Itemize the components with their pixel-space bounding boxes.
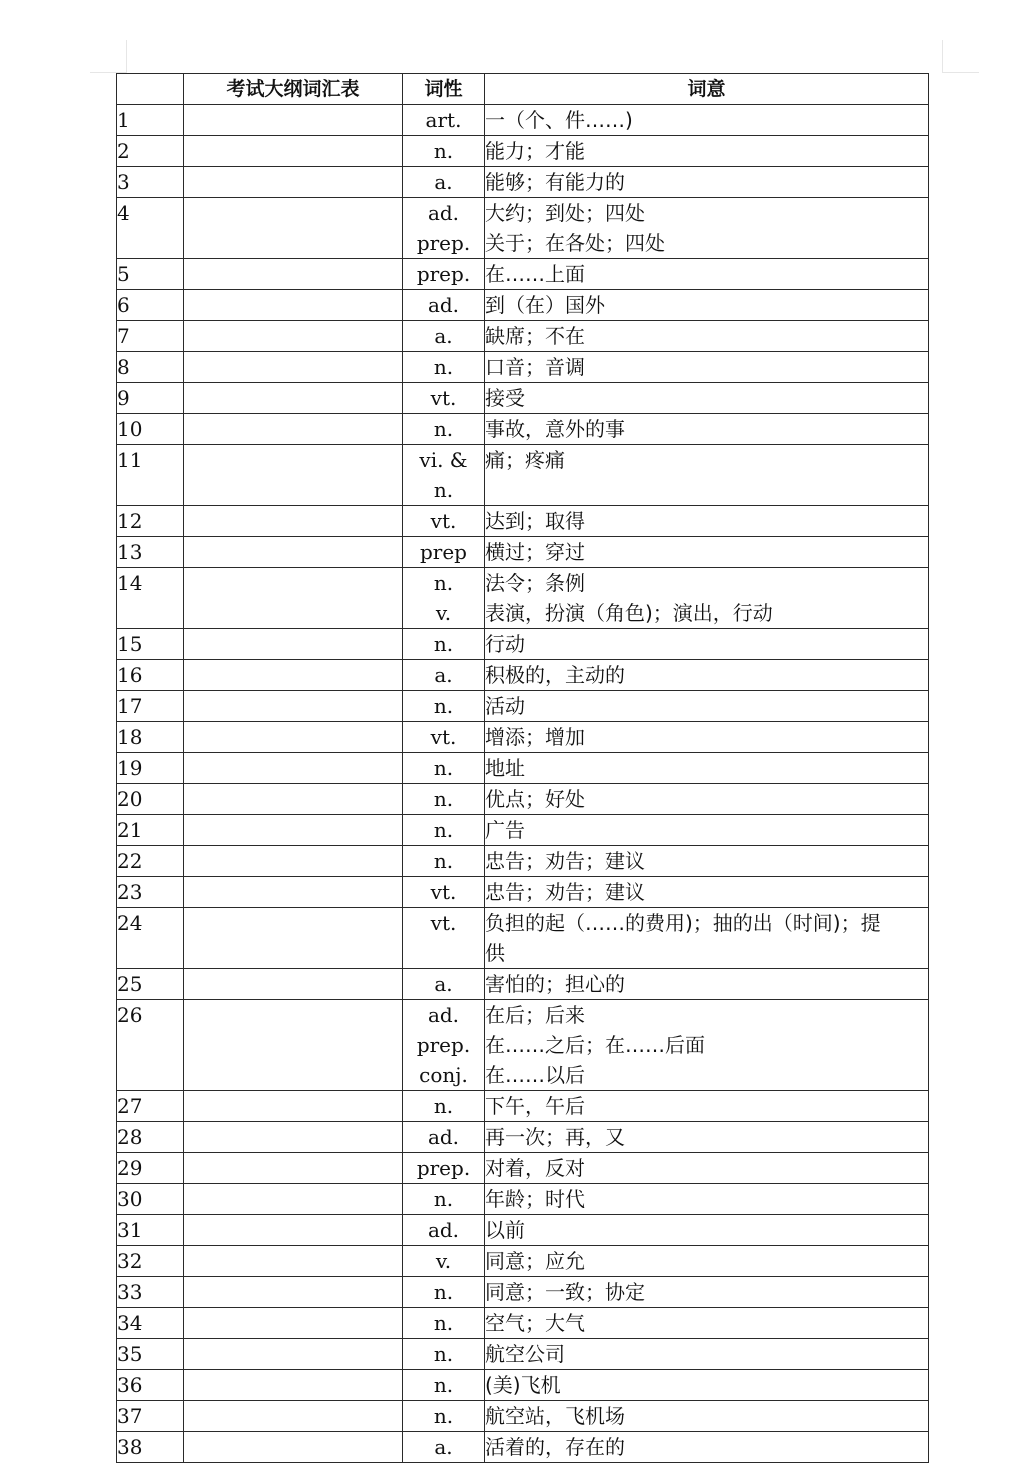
meaning-text: 横过；穿过	[485, 540, 585, 564]
word-cell	[184, 1308, 403, 1339]
part-of-speech: n.	[433, 1342, 454, 1366]
word-cell	[184, 167, 403, 198]
table-row	[117, 877, 929, 908]
table-body	[117, 105, 929, 1463]
meaning-cell	[485, 321, 929, 352]
meaning-cell	[485, 1370, 929, 1401]
part-of-speech-cell	[403, 815, 485, 846]
word-cell	[184, 445, 403, 506]
meaning-cell	[485, 445, 929, 506]
part-of-speech: n.	[433, 787, 454, 811]
table-row	[117, 1308, 929, 1339]
meaning-cell	[485, 629, 929, 660]
part-of-speech: art.	[425, 108, 462, 132]
meaning-text: 在后；后来	[485, 1003, 585, 1027]
row-number: 25	[117, 969, 184, 1000]
table-row	[117, 1277, 929, 1308]
meaning-text: 同意；应允	[485, 1249, 585, 1273]
part-of-speech-cell	[403, 784, 485, 815]
part-of-speech: n.	[433, 1373, 454, 1397]
meaning-cell	[485, 167, 929, 198]
meaning-text: 缺席；不在	[485, 324, 585, 348]
meaning-cell	[485, 1432, 929, 1463]
part-of-speech: a.	[434, 324, 453, 348]
part-of-speech-cell	[403, 877, 485, 908]
part-of-speech: ad.	[427, 201, 460, 225]
part-of-speech: a.	[434, 1435, 453, 1459]
meaning-cell	[485, 908, 929, 969]
part-of-speech-cell	[403, 1122, 485, 1153]
part-of-speech-cell	[403, 846, 485, 877]
meaning-text: 优点；好处	[485, 787, 585, 811]
meaning-text: 供	[485, 941, 505, 965]
part-of-speech-cell	[403, 1153, 485, 1184]
row-number: 33	[117, 1277, 184, 1308]
part-of-speech-cell	[403, 1215, 485, 1246]
table-row	[117, 846, 929, 877]
meaning-text: 航空公司	[485, 1342, 565, 1366]
meaning-cell	[485, 1153, 929, 1184]
meaning-text: 同意；一致；协定	[485, 1280, 645, 1304]
row-number: 30	[117, 1184, 184, 1215]
row-number: 9	[117, 383, 184, 414]
word-cell	[184, 877, 403, 908]
row-number: 14	[117, 568, 184, 629]
meaning-cell	[485, 1308, 929, 1339]
meaning-cell	[485, 259, 929, 290]
row-number: 27	[117, 1091, 184, 1122]
meaning-text: 负担的起（……的费用)；抽的出（时间)；提	[485, 911, 881, 935]
table-row	[117, 1432, 929, 1463]
part-of-speech-cell	[403, 722, 485, 753]
word-cell	[184, 1091, 403, 1122]
row-number: 13	[117, 537, 184, 568]
row-number: 11	[117, 445, 184, 506]
part-of-speech: vt.	[430, 725, 457, 749]
meaning-text: 忠告；劝告；建议	[485, 880, 645, 904]
table-row	[117, 753, 929, 784]
part-of-speech-cell	[403, 105, 485, 136]
part-of-speech: n.	[433, 1311, 454, 1335]
part-of-speech-cell	[403, 908, 485, 969]
word-cell	[184, 383, 403, 414]
part-of-speech: n.	[433, 632, 454, 656]
part-of-speech-cell	[403, 1401, 485, 1432]
part-of-speech-cell	[403, 1432, 485, 1463]
word-cell	[184, 105, 403, 136]
row-number: 28	[117, 1122, 184, 1153]
meaning-text: 再一次；再，又	[485, 1125, 625, 1149]
part-of-speech-cell	[403, 1370, 485, 1401]
table-row	[117, 969, 929, 1000]
table-row	[117, 568, 929, 629]
table-row	[117, 691, 929, 722]
part-of-speech-cell	[403, 1000, 485, 1091]
part-of-speech: prep	[419, 540, 467, 564]
table-row	[117, 352, 929, 383]
part-of-speech: n.	[433, 1187, 454, 1211]
header-meaning: 词意	[485, 74, 929, 105]
part-of-speech-cell	[403, 136, 485, 167]
word-cell	[184, 136, 403, 167]
meaning-cell	[485, 1339, 929, 1370]
table-row	[117, 321, 929, 352]
row-number: 3	[117, 167, 184, 198]
meaning-cell	[485, 722, 929, 753]
meaning-cell	[485, 1122, 929, 1153]
word-cell	[184, 1184, 403, 1215]
meaning-text: 接受	[485, 386, 525, 410]
part-of-speech: n.	[433, 571, 454, 595]
part-of-speech: ad.	[427, 293, 460, 317]
table-header-row	[117, 74, 929, 105]
meaning-text: 在……之后；在……后面	[485, 1033, 705, 1057]
part-of-speech-cell	[403, 660, 485, 691]
word-cell	[184, 691, 403, 722]
part-of-speech: prep.	[416, 1156, 471, 1180]
word-cell	[184, 1215, 403, 1246]
header-word: 考试大纲词汇表	[184, 74, 403, 105]
table-row	[117, 1184, 929, 1215]
part-of-speech: vt.	[430, 509, 457, 533]
meaning-text: 广告	[485, 818, 525, 842]
part-of-speech-cell	[403, 506, 485, 537]
part-of-speech: a.	[434, 972, 453, 996]
part-of-speech-cell	[403, 537, 485, 568]
table-row	[117, 105, 929, 136]
part-of-speech: a.	[434, 663, 453, 687]
meaning-text: 积极的，主动的	[485, 663, 625, 687]
word-cell	[184, 1153, 403, 1184]
meaning-text: 对着，反对	[485, 1156, 585, 1180]
meaning-cell	[485, 506, 929, 537]
meaning-text: 活着的，存在的	[485, 1435, 625, 1459]
row-number: 29	[117, 1153, 184, 1184]
meaning-text: 能够；有能力的	[485, 170, 625, 194]
row-number: 35	[117, 1339, 184, 1370]
table-row	[117, 1401, 929, 1432]
row-number: 6	[117, 290, 184, 321]
word-cell	[184, 969, 403, 1000]
row-number: 23	[117, 877, 184, 908]
row-number: 37	[117, 1401, 184, 1432]
row-number: 1	[117, 105, 184, 136]
part-of-speech: v.	[435, 1249, 452, 1273]
word-cell	[184, 784, 403, 815]
part-of-speech: n.	[433, 818, 454, 842]
meaning-cell	[485, 784, 929, 815]
part-of-speech: n.	[433, 849, 454, 873]
meaning-text: 空气；大气	[485, 1311, 585, 1335]
word-cell	[184, 506, 403, 537]
row-number: 18	[117, 722, 184, 753]
meaning-cell	[485, 290, 929, 321]
part-of-speech-cell	[403, 1308, 485, 1339]
meaning-cell	[485, 846, 929, 877]
row-number: 15	[117, 629, 184, 660]
meaning-text: 到（在）国外	[485, 293, 605, 317]
part-of-speech-cell	[403, 568, 485, 629]
table-row	[117, 537, 929, 568]
table-row	[117, 383, 929, 414]
meaning-text: 年龄；时代	[485, 1187, 585, 1211]
table-row	[117, 414, 929, 445]
table-row	[117, 815, 929, 846]
row-number: 31	[117, 1215, 184, 1246]
page-corner-mark-right	[942, 40, 979, 73]
header-number	[117, 74, 184, 105]
word-cell	[184, 352, 403, 383]
meaning-text: 法令；条例	[485, 571, 585, 595]
meaning-text: 能力；才能	[485, 139, 585, 163]
meaning-cell	[485, 660, 929, 691]
part-of-speech-cell	[403, 691, 485, 722]
row-number: 19	[117, 753, 184, 784]
table-row	[117, 908, 929, 969]
part-of-speech: prep.	[416, 262, 471, 286]
part-of-speech: n.	[433, 478, 454, 502]
part-of-speech-cell	[403, 167, 485, 198]
part-of-speech: ad.	[427, 1003, 460, 1027]
part-of-speech: n.	[433, 1094, 454, 1118]
part-of-speech: n.	[433, 1280, 454, 1304]
table-row	[117, 1215, 929, 1246]
meaning-cell	[485, 877, 929, 908]
meaning-cell	[485, 1401, 929, 1432]
meaning-cell	[485, 753, 929, 784]
header-part-of-speech: 词性	[403, 74, 485, 105]
part-of-speech-cell	[403, 1277, 485, 1308]
table-row	[117, 506, 929, 537]
part-of-speech: prep.	[416, 1033, 471, 1057]
meaning-cell	[485, 198, 929, 259]
part-of-speech: n.	[433, 139, 454, 163]
row-number: 17	[117, 691, 184, 722]
part-of-speech: v.	[435, 601, 452, 625]
meaning-text: 大约；到处；四处	[485, 201, 645, 225]
meaning-text: 表演，扮演（角色)；演出，行动	[485, 601, 773, 625]
word-cell	[184, 1246, 403, 1277]
part-of-speech	[403, 938, 484, 968]
meaning-text: 行动	[485, 632, 525, 656]
part-of-speech: prep.	[416, 231, 471, 255]
part-of-speech-cell	[403, 321, 485, 352]
part-of-speech: vt.	[430, 386, 457, 410]
table-row	[117, 660, 929, 691]
meaning-cell	[485, 691, 929, 722]
word-cell	[184, 815, 403, 846]
table-row	[117, 1091, 929, 1122]
table-row	[117, 445, 929, 506]
part-of-speech: vi. &	[419, 448, 468, 472]
row-number: 8	[117, 352, 184, 383]
meaning-cell	[485, 568, 929, 629]
word-cell	[184, 290, 403, 321]
meaning-text: 增添；增加	[485, 725, 585, 749]
word-cell	[184, 722, 403, 753]
part-of-speech-cell	[403, 198, 485, 259]
meaning-text: 忠告；劝告；建议	[485, 849, 645, 873]
word-cell	[184, 846, 403, 877]
part-of-speech-cell	[403, 1091, 485, 1122]
word-cell	[184, 753, 403, 784]
table-row	[117, 1153, 929, 1184]
part-of-speech-cell	[403, 445, 485, 506]
row-number: 22	[117, 846, 184, 877]
meaning-cell	[485, 383, 929, 414]
word-cell	[184, 1370, 403, 1401]
word-cell	[184, 660, 403, 691]
table-row	[117, 1246, 929, 1277]
row-number: 5	[117, 259, 184, 290]
row-number: 32	[117, 1246, 184, 1277]
word-cell	[184, 259, 403, 290]
part-of-speech: vt.	[430, 880, 457, 904]
meaning-text: 事故，意外的事	[485, 417, 625, 441]
table-row	[117, 1000, 929, 1091]
row-number: 2	[117, 136, 184, 167]
part-of-speech-cell	[403, 969, 485, 1000]
meaning-text: 地址	[485, 756, 525, 780]
row-number: 4	[117, 198, 184, 259]
meaning-text: 在……以后	[485, 1063, 585, 1087]
meaning-text: 活动	[485, 694, 525, 718]
meaning-text: 害怕的；担心的	[485, 972, 625, 996]
meaning-text: 在……上面	[485, 262, 585, 286]
table-row	[117, 1122, 929, 1153]
table-row	[117, 198, 929, 259]
table-row	[117, 722, 929, 753]
word-cell	[184, 1432, 403, 1463]
word-cell	[184, 537, 403, 568]
word-cell	[184, 1277, 403, 1308]
row-number: 38	[117, 1432, 184, 1463]
word-cell	[184, 1000, 403, 1091]
part-of-speech-cell	[403, 414, 485, 445]
meaning-cell	[485, 414, 929, 445]
meaning-cell	[485, 1246, 929, 1277]
part-of-speech-cell	[403, 753, 485, 784]
meaning-cell	[485, 1184, 929, 1215]
page-corner-mark-left	[90, 40, 127, 73]
meaning-cell	[485, 105, 929, 136]
part-of-speech-cell	[403, 290, 485, 321]
row-number: 36	[117, 1370, 184, 1401]
meaning-text: 痛；疼痛	[485, 448, 565, 472]
meaning-cell	[485, 1000, 929, 1091]
part-of-speech-cell	[403, 629, 485, 660]
word-cell	[184, 1122, 403, 1153]
meaning-cell	[485, 1091, 929, 1122]
meaning-cell	[485, 352, 929, 383]
table-row	[117, 290, 929, 321]
meaning-cell	[485, 537, 929, 568]
row-number: 12	[117, 506, 184, 537]
part-of-speech-cell	[403, 383, 485, 414]
row-number: 21	[117, 815, 184, 846]
meaning-text: 口音；音调	[485, 355, 585, 379]
table-row	[117, 1370, 929, 1401]
row-number: 20	[117, 784, 184, 815]
part-of-speech: n.	[433, 756, 454, 780]
meaning-text: 以前	[485, 1218, 525, 1242]
word-cell	[184, 1339, 403, 1370]
part-of-speech: vt.	[430, 911, 457, 935]
row-number: 10	[117, 414, 184, 445]
table-row	[117, 167, 929, 198]
word-cell	[184, 629, 403, 660]
part-of-speech: n.	[433, 694, 454, 718]
part-of-speech: a.	[434, 170, 453, 194]
part-of-speech: n.	[433, 355, 454, 379]
meaning-text: 关于；在各处；四处	[485, 231, 665, 255]
part-of-speech-cell	[403, 1184, 485, 1215]
meaning-cell	[485, 815, 929, 846]
meaning-text: 达到；取得	[485, 509, 585, 533]
part-of-speech: ad.	[427, 1125, 460, 1149]
meaning-cell	[485, 969, 929, 1000]
vocabulary-table	[116, 73, 929, 1463]
word-cell	[184, 198, 403, 259]
table-row	[117, 259, 929, 290]
row-number: 34	[117, 1308, 184, 1339]
table-row	[117, 784, 929, 815]
part-of-speech-cell	[403, 352, 485, 383]
row-number: 26	[117, 1000, 184, 1091]
meaning-cell	[485, 1215, 929, 1246]
meaning-text: 一（个、件……)	[485, 108, 633, 132]
part-of-speech: n.	[433, 417, 454, 441]
word-cell	[184, 568, 403, 629]
meaning-text: 航空站，飞机场	[485, 1404, 625, 1428]
meaning-text	[485, 475, 928, 505]
word-cell	[184, 414, 403, 445]
meaning-cell	[485, 1277, 929, 1308]
part-of-speech-cell	[403, 1339, 485, 1370]
table-row	[117, 629, 929, 660]
word-cell	[184, 908, 403, 969]
meaning-text: (美)飞机	[485, 1373, 561, 1397]
row-number: 24	[117, 908, 184, 969]
meaning-text: 下午，午后	[485, 1094, 585, 1118]
part-of-speech-cell	[403, 259, 485, 290]
part-of-speech-cell	[403, 1246, 485, 1277]
row-number: 7	[117, 321, 184, 352]
part-of-speech: conj.	[419, 1063, 468, 1087]
table-row	[117, 136, 929, 167]
meaning-cell	[485, 136, 929, 167]
part-of-speech: ad.	[427, 1218, 460, 1242]
table-row	[117, 1339, 929, 1370]
row-number: 16	[117, 660, 184, 691]
word-cell	[184, 321, 403, 352]
part-of-speech: n.	[433, 1404, 454, 1428]
word-cell	[184, 1401, 403, 1432]
